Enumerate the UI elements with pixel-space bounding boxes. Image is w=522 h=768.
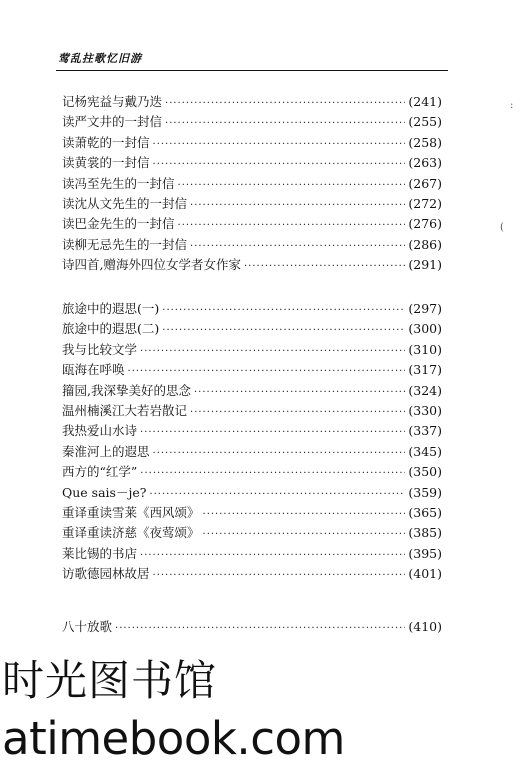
entry-title: 重译重读雪莱《西风颂》: [62, 504, 200, 520]
toc-entry: [62, 112, 442, 132]
toc-entry: [62, 564, 442, 584]
toc-section-3: [62, 617, 442, 637]
dot-leader: [140, 464, 405, 484]
toc-entry: [62, 462, 442, 482]
dot-leader: [190, 196, 405, 216]
watermark-name: 时光图书馆: [2, 656, 218, 705]
dot-leader: [165, 94, 405, 114]
toc-entry: [62, 360, 442, 380]
entry-page-number: (291): [408, 257, 442, 273]
entry-title: 访歌德园林故居: [62, 566, 150, 582]
dot-leader: [203, 525, 406, 545]
entry-page-number: (350): [408, 464, 442, 480]
entry-page-number: (272): [408, 195, 442, 211]
entry-title: 读萧乾的一封信: [62, 134, 150, 150]
entry-title: 记杨宪益与戴乃迭: [62, 94, 163, 109]
dot-leader: [203, 505, 406, 525]
entry-title: 莱比锡的书店: [62, 545, 138, 561]
toc-entry: [62, 503, 442, 523]
dot-leader: [153, 444, 406, 464]
entry-page-number: (385): [408, 525, 442, 541]
toc-section-1: [62, 92, 442, 276]
running-head: 莺乱拄歌忆旧游: [58, 52, 142, 65]
toc-entry: [62, 319, 442, 339]
entry-page-number: (300): [408, 321, 442, 337]
entry-page-number: (345): [408, 443, 442, 459]
entry-page-number: (297): [408, 301, 442, 316]
dot-leader: [153, 566, 406, 586]
entry-page-number: (359): [408, 484, 442, 500]
entry-title: 籀园,我深挚美好的思念: [62, 382, 191, 398]
entry-page-number: (286): [408, 236, 442, 252]
toc-section-2: [62, 299, 442, 584]
dot-leader: [153, 155, 406, 175]
dot-leader: [140, 342, 405, 362]
dot-leader: [140, 546, 405, 566]
dot-leader: [115, 619, 405, 639]
entry-page-number: (324): [408, 382, 442, 398]
entry-title: 读黄裳的一封信: [62, 155, 150, 171]
dot-leader: [128, 362, 406, 382]
watermark-url: atimebook.com: [2, 712, 345, 765]
entry-title: 瓯海在呼唤: [62, 362, 125, 378]
toc-entry: [62, 174, 442, 194]
entry-title: 我热爱山水诗: [62, 423, 138, 439]
entry-page-number: (401): [408, 566, 442, 582]
header-rule: [56, 70, 448, 71]
toc-entry: [62, 401, 442, 421]
entry-title: 秦淮河上的遐思: [62, 443, 150, 459]
entry-page-number: (258): [408, 134, 442, 150]
toc-entry: [62, 381, 442, 401]
entry-title: 读巴金先生的一封信: [62, 216, 175, 232]
entry-title: 诗四首,赠海外四位女学者女作家: [62, 257, 241, 273]
entry-page-number: (276): [408, 216, 442, 232]
dot-leader: [194, 383, 405, 403]
toc-entry: [62, 235, 442, 255]
toc-entry: [62, 544, 442, 564]
toc-entry: [62, 133, 442, 153]
entry-title: 读冯至先生的一封信: [62, 175, 175, 191]
entry-page-number: (330): [408, 402, 442, 418]
toc-entry: [62, 617, 442, 637]
entry-page-number: (263): [408, 155, 442, 171]
entry-title: 八十放歌: [62, 619, 113, 634]
toc-entry: [62, 194, 442, 214]
entry-page-number: (255): [408, 114, 442, 130]
entry-title: 读沈从文先生的一封信: [62, 195, 188, 211]
edge-mark: :: [510, 100, 514, 111]
dot-leader: [165, 114, 405, 134]
toc-entry: [62, 483, 442, 503]
toc-entry: [62, 214, 442, 234]
entry-page-number: (365): [408, 504, 442, 520]
entry-title: 旅途中的遐思(一): [62, 301, 160, 316]
toc-entry: [62, 299, 442, 319]
entry-page-number: (337): [408, 423, 442, 439]
dot-leader: [140, 423, 405, 443]
toc-entry: [62, 340, 442, 360]
toc-entry: [62, 153, 442, 173]
entry-title: 西方的“红学”: [62, 464, 138, 480]
toc-entry: [62, 255, 442, 275]
entry-page-number: (241): [408, 94, 442, 109]
dot-leader: [162, 301, 405, 321]
dot-leader: [162, 321, 405, 341]
entry-title: 读严文井的一封信: [62, 114, 163, 130]
dot-leader: [244, 257, 405, 277]
toc-entry: [62, 92, 442, 112]
dot-leader: [153, 135, 406, 155]
entry-title: 旅途中的遐思(二): [62, 321, 160, 337]
entry-title: 重译重读济慈《夜莺颂》: [62, 525, 200, 541]
toc-entry: [62, 523, 442, 543]
dot-leader: [149, 485, 405, 505]
dot-leader: [190, 403, 405, 423]
toc-entry: [62, 442, 442, 462]
entry-title: 读柳无忌先生的一封信: [62, 236, 188, 252]
entry-title: 温州楠溪江大若岩散记: [62, 402, 188, 418]
entry-page-number: (410): [408, 619, 442, 634]
dot-leader: [178, 176, 406, 196]
dot-leader: [190, 237, 405, 257]
edge-mark: (: [500, 222, 504, 233]
toc-entry: [62, 421, 442, 441]
entry-page-number: (317): [408, 362, 442, 378]
entry-title: 我与比较文学: [62, 341, 138, 357]
entry-title: Que sais－je?: [62, 484, 147, 500]
entry-page-number: (310): [408, 341, 442, 357]
dot-leader: [178, 216, 406, 236]
entry-page-number: (395): [408, 545, 442, 561]
entry-page-number: (267): [408, 175, 442, 191]
